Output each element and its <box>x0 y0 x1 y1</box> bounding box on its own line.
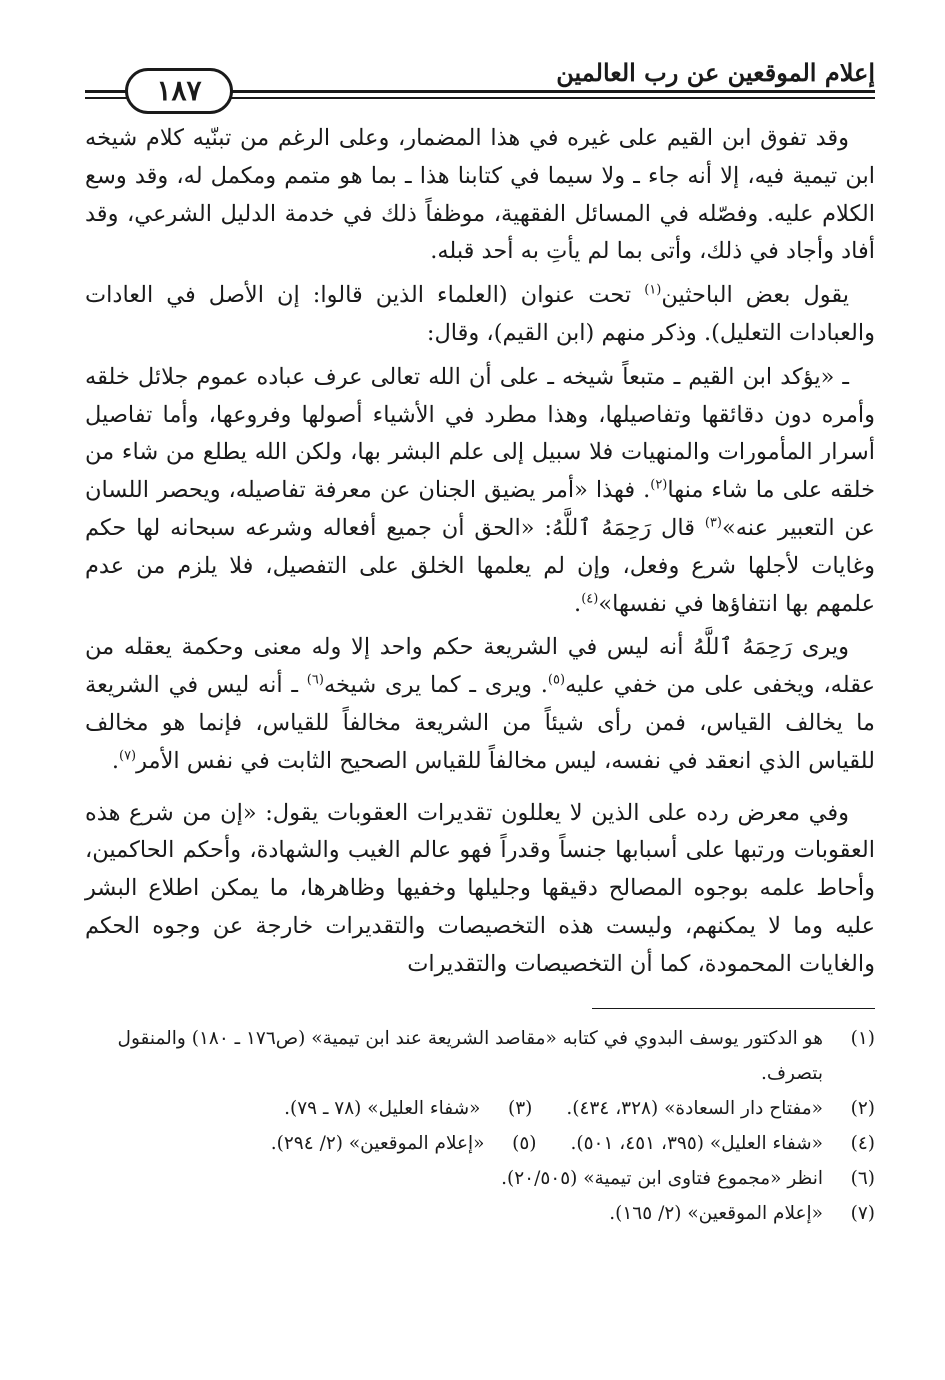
footnote-4 <box>571 1126 876 1161</box>
footnote-5 <box>271 1126 537 1161</box>
footnote-row-2-3 <box>85 1091 875 1126</box>
footnote-number: (٧) <box>850 1203 875 1225</box>
p3-text-c: قال رَحِمَهُ ٱللَّهُ: «الحق أن جميع أفعاله وشرعه سبحانه لها حكم وغايات لأجلها شرع وفعل، وإن لم يعلمها الخلق على التفصيل، فلا يلزم من عدم علمهم بها انتفاؤها في نفسها» <box>85 514 875 617</box>
footnote-text: «إعلام الموقعين» (٢/ ١٦٥). <box>609 1203 823 1225</box>
footnote-number: (١) <box>850 1028 875 1050</box>
paragraph-5: وفي معرض رده على الذين لا يعللون تقديرات العقوبات يقول: «إن من شرع هذه العقوبات ورتبها على أسبابها جنساً وقدراً فهو عالم الغيب والشهادة، وأحكم الحاكمين، وأحاط علمه بوجوه المصالح دقيقها وجليلها وخفيها وظاهرها، ما يمكن اطلاع البشر عليه وما لا يمكنهم، وليست هذه التخصيصات والتقديرات خارجة عن وجوه الحكم والغايات المحمودة، كما أن التخصيصات والتقديرات <box>85 799 875 977</box>
p3-text-b: . فهذا «أمر يضيق الجنان عن معرفة تفاصيله، ويحصر اللسان عن التعبير عنه» <box>85 477 875 541</box>
footnote-ref-4[interactable]: (٤) <box>581 591 599 607</box>
p3-text-d: . <box>574 590 582 617</box>
footnote-separator <box>592 1008 875 1010</box>
p4-text-b: . ويرى ـ كما يرى شيخه <box>323 672 548 699</box>
footnote-text: «شفاء العليل» (٣٩٥، ٤٥١، ٥٠١). <box>570 1133 823 1155</box>
footnote-ref-2[interactable]: (٢) <box>650 477 668 493</box>
p4-text-a: ويرى رَحِمَهُ ٱللَّهُ أنه ليس في الشريعة حكم واحد إلا وله معنى وحكمة يعقله من عقله، ويخفى على من خفي عليه <box>85 634 876 699</box>
running-header <box>85 50 875 106</box>
footnote-ref-7[interactable]: (٧) <box>118 748 137 764</box>
footnote-ref-6[interactable]: (٦) <box>306 672 324 688</box>
paragraph-2 <box>85 277 875 353</box>
header-title: إعلام الموقعين عن رب العالمين <box>556 58 875 87</box>
p4-text-c: ـ أنه ليس في الشريعة ما يخالف القياس، فمن رأى شيئاً من الشريعة مخالفاً للقياس، فإنما هو مخالف للقياس الذي انعقد في نفسه، ليس مخالفاً للقياس الصحيح الثابت في نفس الأمر <box>85 672 875 774</box>
footnote-6 <box>85 1161 875 1196</box>
footnote-number: (٦) <box>850 1168 875 1190</box>
footnote-number: (٣) <box>508 1098 533 1120</box>
footnote-2 <box>566 1091 875 1126</box>
p2-text-b: تحت عنوان (العلماء الذين قالوا: إن الأصل في العادات والعبادات التعليل). وذكر منهم (ابن القيم)، وقال: <box>85 282 875 346</box>
footnote-ref-3[interactable]: (٣) <box>704 515 722 531</box>
footnote-ref-5[interactable]: (٥) <box>547 672 566 688</box>
footnotes <box>85 1021 875 1231</box>
footnote-text: «إعلام الموقعين» (٢/ ٢٩٤). <box>270 1133 485 1155</box>
body-text <box>85 120 875 984</box>
p2-text-a: يقول بعض الباحثين <box>661 282 850 309</box>
footnote-ref-1[interactable]: (١) <box>644 282 662 298</box>
footnote-3 <box>284 1091 532 1126</box>
book-page <box>85 50 875 1231</box>
page-number-badge <box>125 68 233 114</box>
footnote-number: (٥) <box>512 1133 537 1155</box>
footnote-number: (٢) <box>850 1098 875 1120</box>
footnote-1 <box>85 1021 875 1091</box>
footnote-text: هو الدكتور يوسف البدوي في كتابه «مقاصد الشريعة عند ابن تيمية» (ص١٧٦ ـ ١٨٠) والمنقول بتصرف. <box>117 1028 823 1085</box>
footnote-7 <box>85 1196 875 1231</box>
footnote-row-4-5 <box>85 1126 875 1161</box>
footnote-text: «شفاء العليل» (٧٨ ـ ٧٩). <box>284 1098 481 1120</box>
page-number: ١٨٧ <box>156 74 202 107</box>
footnote-number: (٤) <box>850 1133 875 1155</box>
p4-text-d: . <box>111 747 119 774</box>
paragraph-3 <box>85 359 875 624</box>
paragraph-4 <box>85 629 875 780</box>
footnote-text: انظر «مجموع فتاوى ابن تيمية» (٢٠/٥٠٥). <box>501 1168 823 1190</box>
footnote-text: «مفتاح دار السعادة» (٣٢٨، ٤٣٤). <box>566 1098 823 1120</box>
paragraph-1: وقد تفوق ابن القيم على غيره في هذا المضمار، وعلى الرغم من تبنّيه كلام شيخه ابن تيمية فيه، إلا أنه جاء ـ ولا سيما في كتابنا هذا ـ بما هو متمم ومكمل له، وقد وسع الكلام عليه. وفصّله في المسائل الفقهية، موظفاً ذلك في خدمة الدليل الشرعي، وقد أفاد وأجاد في ذلك، وأتى بما لم يأتِ به أحد قبله. <box>85 125 875 265</box>
p3-text-a: ـ «يؤكد ابن القيم ـ متبعاً شيخه ـ على أن الله تعالى عرف عباده عموم جلائل خلقه وأمره دون دقائقها وتفاصيلها، وهذا مطرد في الأشياء أصولها وفروعها، وأما تفاصيل أسرار المأمورات والمنهيات فلا سبيل إلى علم البشر بها، ولكن الله يطلع من شاء من خلقه على ما شاء منها <box>85 363 875 504</box>
